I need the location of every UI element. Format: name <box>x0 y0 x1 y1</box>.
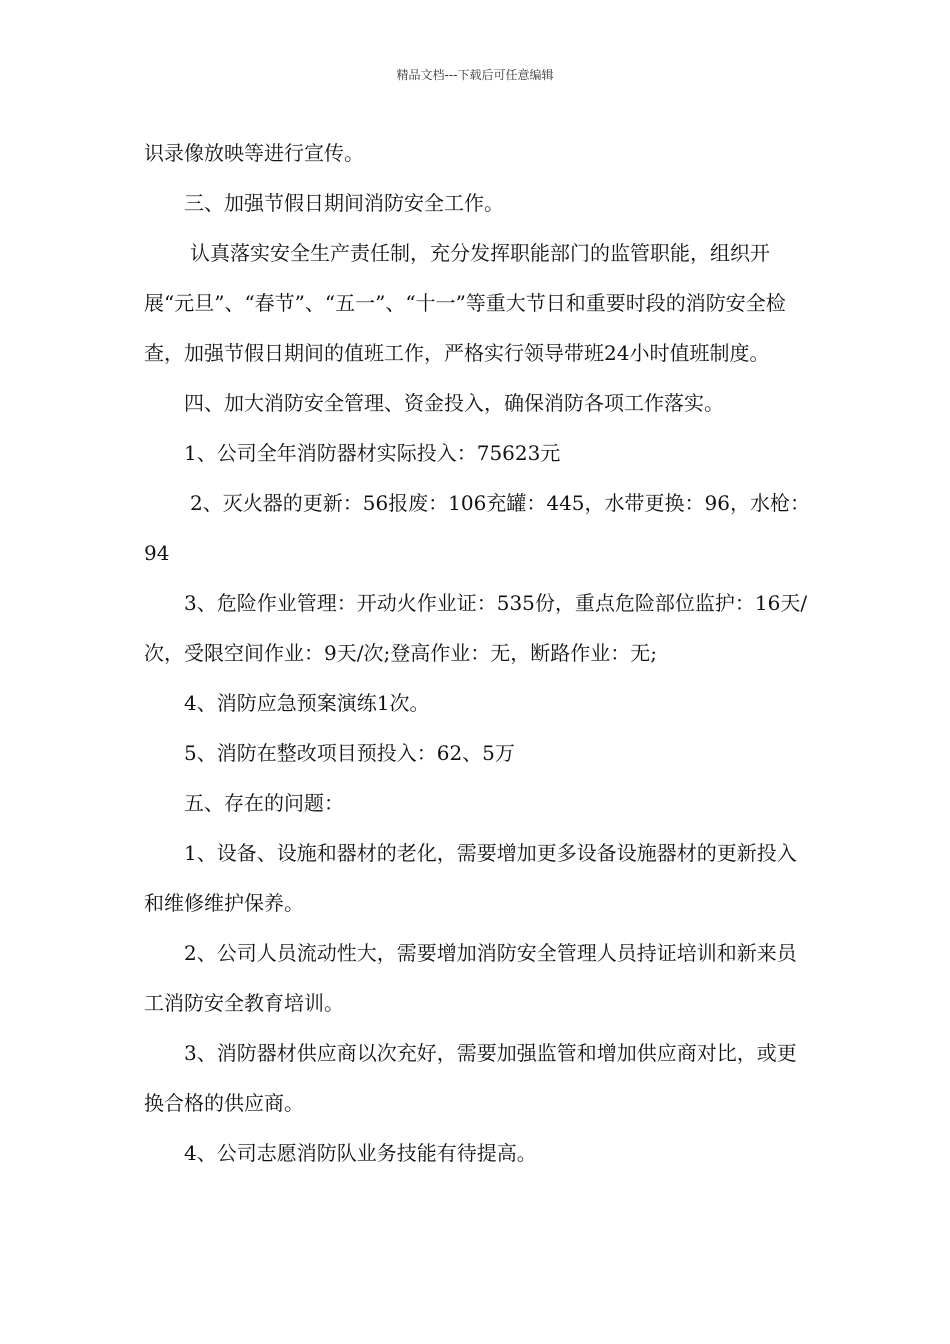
list-item-4-4: 4、消防应急预案演练1次。 <box>184 691 430 715</box>
list-item-5-1: 1、设备、设施和器材的老化，需要增加更多设备设施器材的更新投入和维修维护保养。 <box>144 841 797 915</box>
document-body <box>144 128 812 1178</box>
paragraph-3: 认真落实安全生产责任制，充分发挥职能部门的监管职能，组织开展“元旦”、“春节”、“五一”、“十一”等重大节日和重要时段的消防安全检查，加强节假日期间的值班工作，严格实行领导带班24小时值班制度。 <box>144 241 786 365</box>
list-item-4-5: 5、消防在整改项目预投入：62、5万 <box>184 741 515 765</box>
section-heading-3: 三、加强节假日期间消防安全工作。 <box>184 191 504 215</box>
list-item-5-4: 4、公司志愿消防队业务技能有待提高。 <box>184 1141 537 1165</box>
list-item-5-3: 3、消防器材供应商以次充好，需要加强监管和增加供应商对比，或更换合格的供应商。 <box>144 1041 797 1115</box>
list-item-5-2: 2、公司人员流动性大，需要增加消防安全管理人员持证培训和新来员工消防安全教育培训。 <box>144 941 797 1015</box>
list-item-4-2: 2、灭火器的更新：56报废：106充罐：445，水带更换：96，水枪：94 <box>144 491 810 565</box>
paragraph-1: 识录像放映等进行宣传。 <box>144 141 364 165</box>
list-item-4-1: 1、公司全年消防器材实际投入：75623元 <box>184 441 561 465</box>
section-heading-5: 五、存在的问题： <box>184 791 344 815</box>
page-header: 精品文档---下载后可任意编辑 <box>396 68 554 82</box>
section-heading-4: 四、加大消防安全管理、资金投入，确保消防各项工作落实。 <box>184 391 724 415</box>
list-item-4-3: 3、危险作业管理：开动火作业证：535份，重点危险部位监护：16天/次，受限空间作业：9天/次;登高作业：无，断路作业：无; <box>144 591 808 665</box>
